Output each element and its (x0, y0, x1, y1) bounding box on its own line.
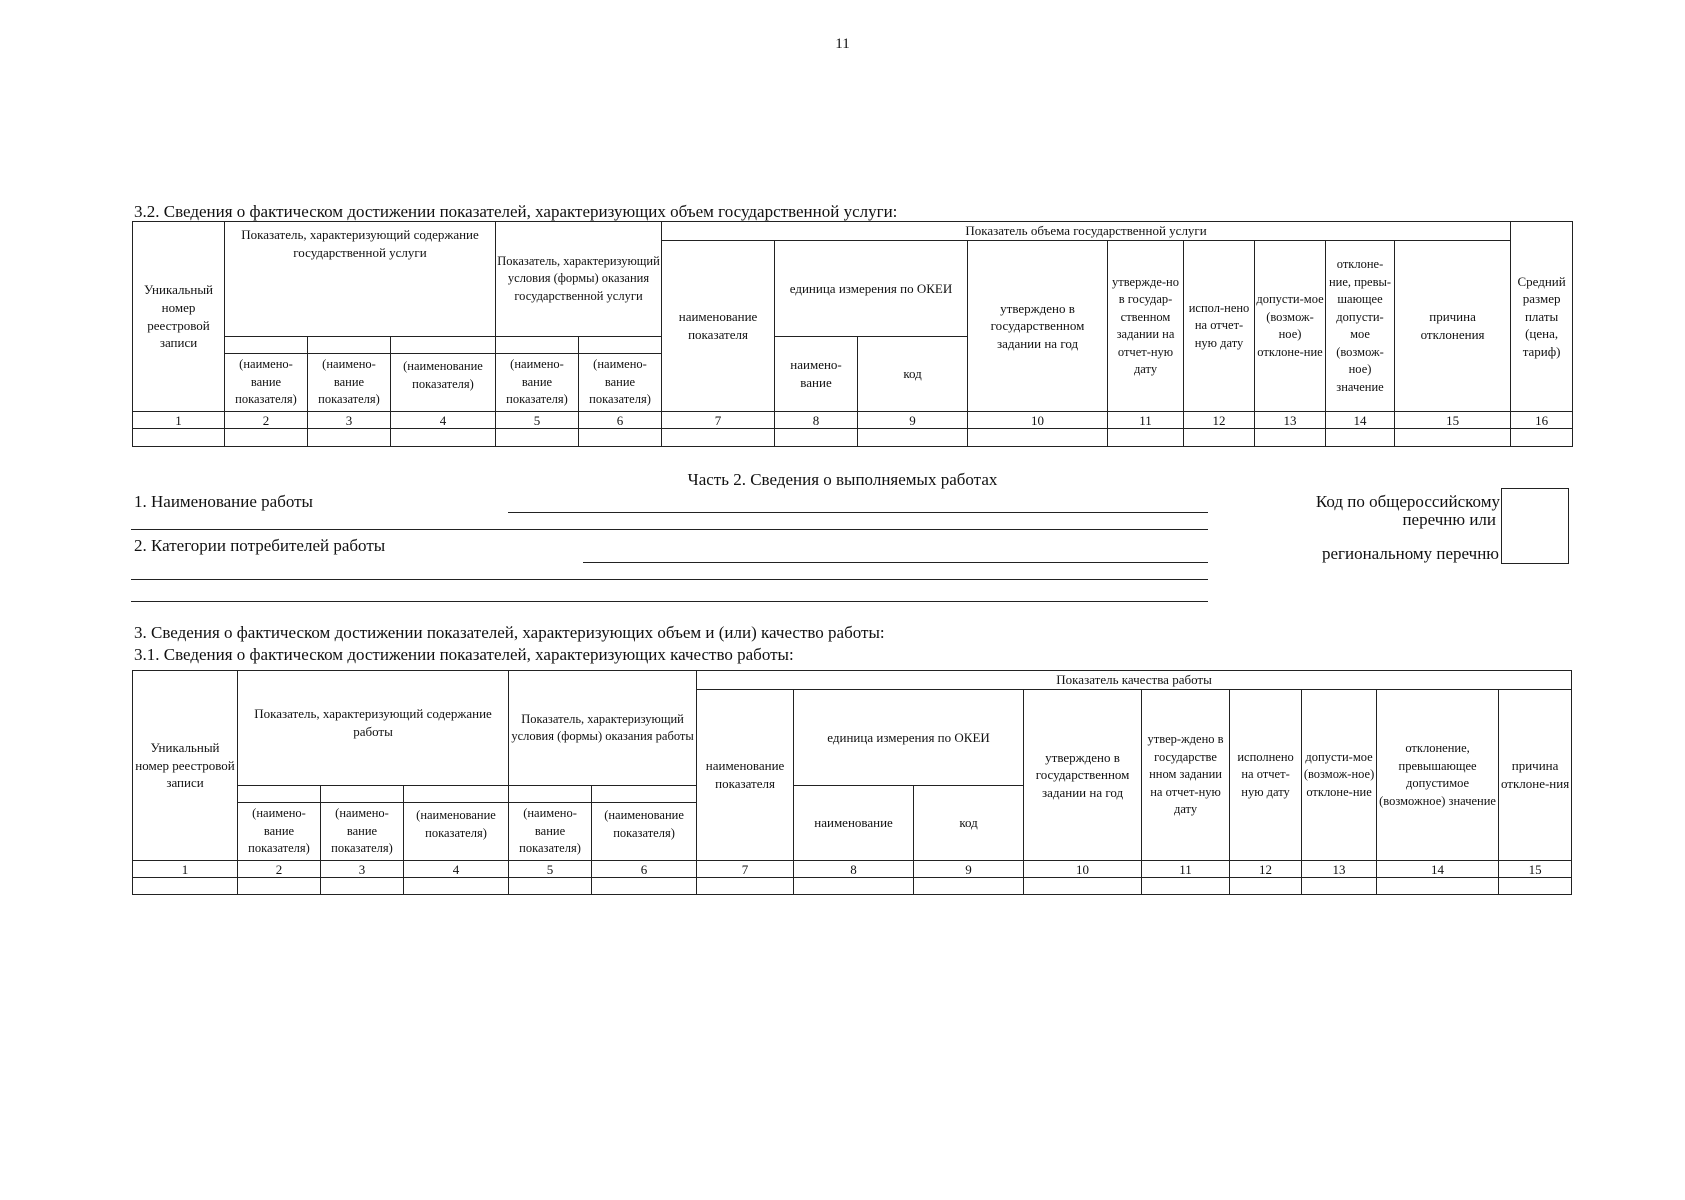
page-number: 11 (835, 36, 850, 52)
conditions-indicator-1: (наимено-вание показателя) (509, 803, 592, 861)
work-consumers-label: 2. Категории потребителей работы (134, 536, 386, 555)
content-indicator-header: Показатель, характеризующий содержание работы (238, 671, 509, 786)
code-label-2: перечню или (1402, 510, 1496, 529)
registry-code-box[interactable] (1501, 488, 1569, 564)
conditions-indicator-2: (наимено-вание показателя) (579, 354, 662, 412)
unit-name-header: наимено-вание (775, 337, 858, 412)
exceed-deviation-header: отклонение, превышающее допустимое (возможное) значение (1377, 690, 1499, 861)
done-header: испол-нено на отчет-ную дату (1184, 241, 1255, 412)
section-3-1-title: 3.1. Сведения о фактическом достижении показателей, характеризующих качество работы: (134, 645, 794, 664)
part2-title: Часть 2. Сведения о выполняемых работах (687, 470, 998, 489)
avg-payment-header: Средний размер платы (цена, тариф) (1511, 222, 1573, 412)
content-indicator-2: (наимено-вание показателя) (308, 354, 391, 412)
content-indicator-3: (наименование показателя) (391, 354, 496, 412)
work-consumers-line-2 (131, 579, 1208, 580)
volume-table (132, 221, 1573, 447)
content-indicator-1: (наимено-вание показателя) (238, 803, 321, 861)
table-row (133, 878, 1572, 895)
approved-year-header: утверждено в государственном задании на год (968, 241, 1108, 412)
unit-name-header: наименование (794, 786, 914, 861)
unit-code-header: код (858, 337, 968, 412)
section-3-title: 3. Сведения о фактическом достижении показателей, характеризующих объем и (или) качество работы: (134, 623, 885, 642)
work-name-label: 1. Наименование работы (134, 492, 313, 511)
approved-year-header: утверждено в государственном задании на год (1024, 690, 1142, 861)
approved-date-header: утвер-ждено в государстве нном задании на отчет-ную дату (1142, 690, 1230, 861)
unique-number-header: Уникальный номер реестровой записи (133, 671, 238, 861)
volume-indicator-header: Показатель объема государственной услуги (662, 222, 1511, 241)
indicator-name-header: наименование показателя (662, 241, 775, 412)
quality-indicator-header: Показатель качества работы (697, 671, 1572, 690)
unique-number-header: Уникальный номер реестровой записи (133, 222, 225, 412)
reason-header: причина отклоне-ния (1499, 690, 1572, 861)
unit-code-header: код (914, 786, 1024, 861)
content-indicator-3: (наименование показателя) (404, 803, 509, 861)
conditions-indicator-header: Показатель, характеризующий условия (формы) оказания работы (509, 671, 697, 786)
code-label-1: Код по общероссийскому (1315, 492, 1500, 511)
unit-okei-header: единица измерения по ОКЕИ (794, 690, 1024, 786)
indicator-name-header: наименование показателя (697, 690, 794, 861)
reason-header: причина отклонения (1395, 241, 1511, 412)
unit-okei-header: единица измерения по ОКЕИ (775, 241, 968, 337)
conditions-indicator-2: (наименование показателя) (592, 803, 697, 861)
quality-table (132, 670, 1572, 895)
approved-date-header: утвержде-но в государ-ственном задании на отчет-ную дату (1108, 241, 1184, 412)
allowed-deviation-header: допусти-мое (возмож-ное) отклоне-ние (1302, 690, 1377, 861)
allowed-deviation-header: допусти-мое (возмож-ное) отклоне-ние (1255, 241, 1326, 412)
column-number-row: 1 2 3 4 5 6 7 8 9 10 11 12 13 14 15 (133, 861, 1572, 878)
work-name-line-2 (131, 529, 1208, 530)
section-3-2-title: 3.2. Сведения о фактическом достижении показателей, характеризующих объем государственной услуги: (134, 202, 898, 221)
content-indicator-1: (наимено-вание показателя) (225, 354, 308, 412)
content-indicator-header: Показатель, характеризующий содержание государственной услуги (225, 222, 496, 337)
done-header: исполнено на отчет-ную дату (1230, 690, 1302, 861)
code-label-3: региональному перечню (1321, 544, 1499, 563)
column-number-row: 1 2 3 4 5 6 7 8 9 10 11 12 13 14 15 16 (133, 412, 1573, 429)
content-indicator-2: (наимено-вание показателя) (321, 803, 404, 861)
exceed-deviation-header: отклоне-ние, превы-шающее допусти-мое (возмож-ное) значение (1326, 241, 1395, 412)
work-name-line (508, 512, 1208, 513)
work-consumers-line (583, 562, 1208, 563)
conditions-indicator-1: (наимено-вание показателя) (496, 354, 579, 412)
work-consumers-line-3 (131, 601, 1208, 602)
table-row (133, 429, 1573, 447)
conditions-indicator-header: Показатель, характеризующий условия (формы) оказания государственной услуги (496, 222, 662, 337)
